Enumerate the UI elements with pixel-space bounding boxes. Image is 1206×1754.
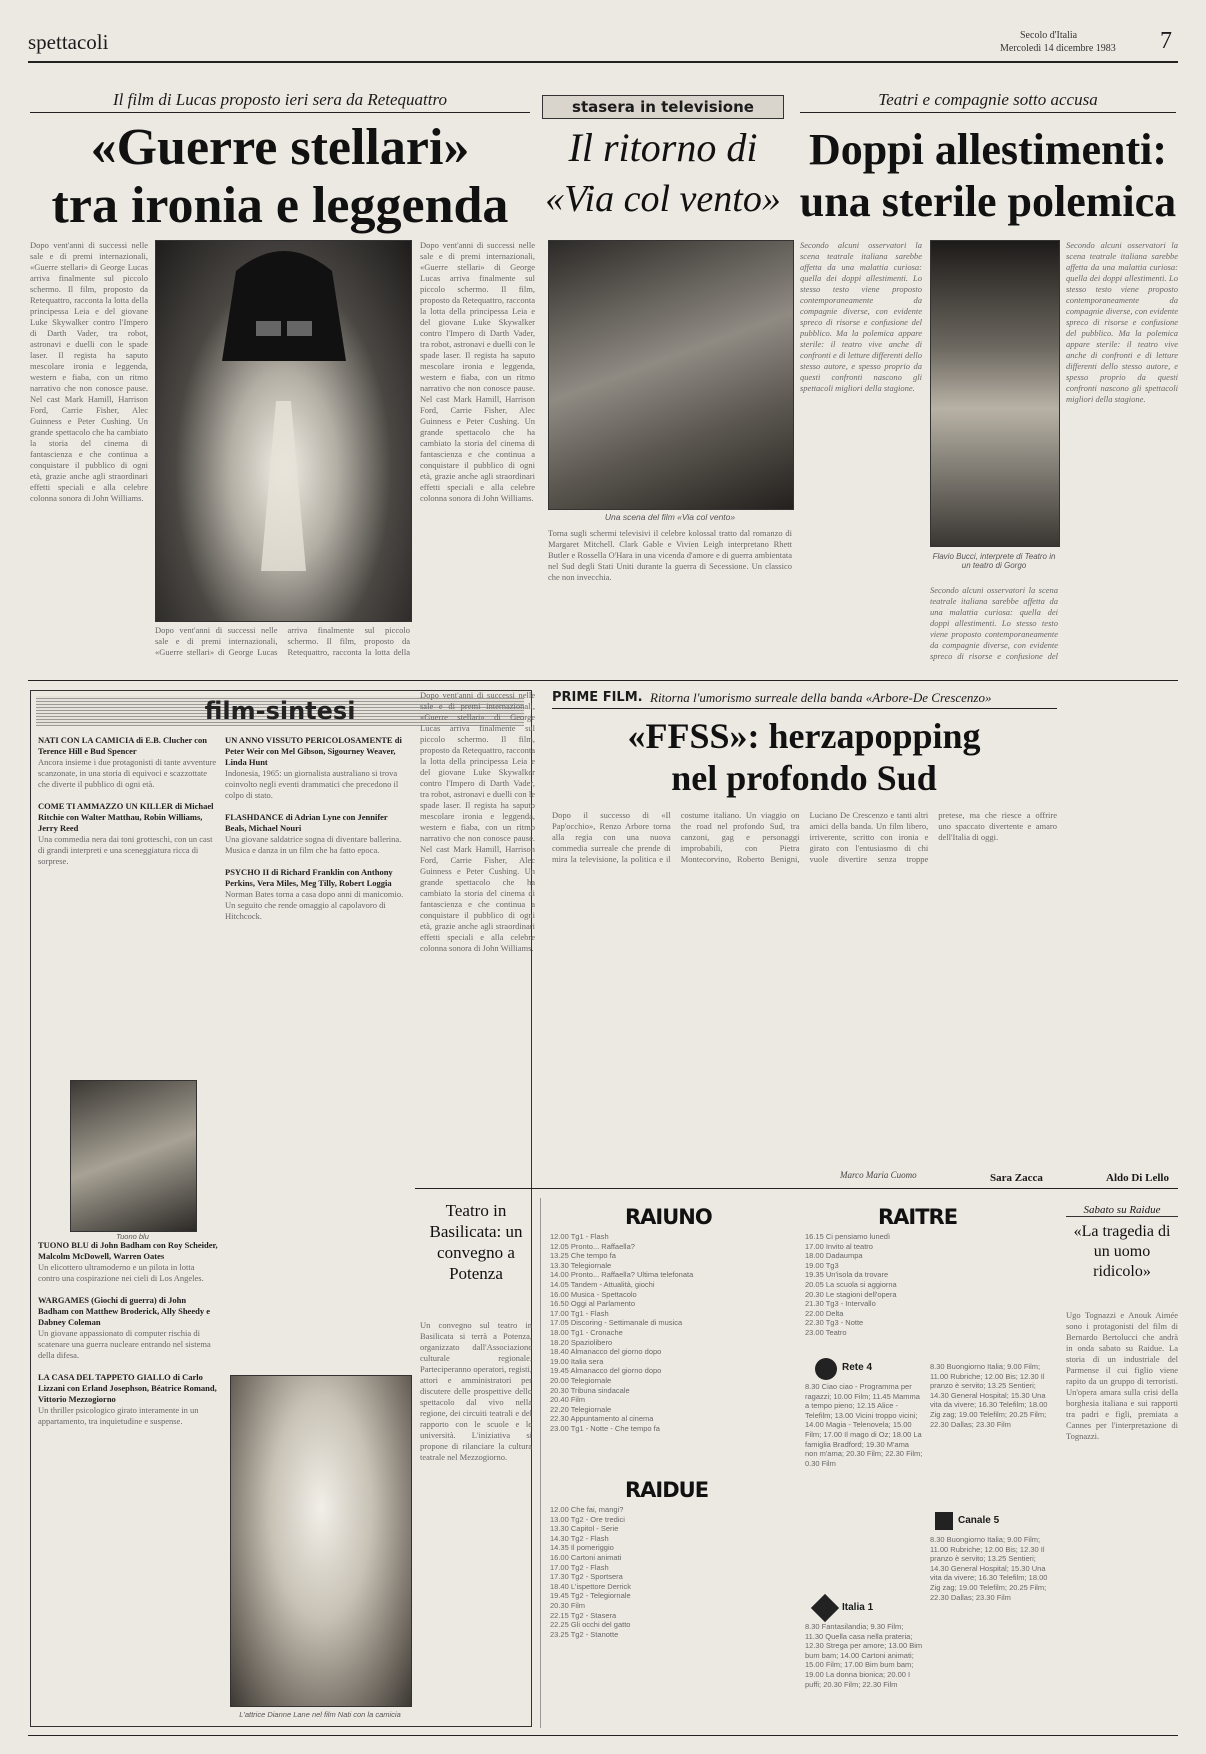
- raiuno-listing: 12.00 Tg1 - Flash 12.05 Pronto... Raffaella? 13.25 Che tempo fa 13.30 Telegiornale 14.00 Pronto... Raffaella? Ultima telefonata 14.05 Tandem - Attualità, giochi 16.00 Musica - Spettacolo 16.50 Oggi al Parlamento 17.00 Tg1 - Flash 17.05 Discoring - Settimanale di musica 18.00 Tg1 - Cronache 18.20 Spaziolibero 18.40 Almanacco del giorno dopo 19.00 Italia sera 19.45 Almanacco del giorno dopo 20.00 Telegiornale 20.30 Tribuna sindacale 20.40 Film 22.20 Telegiornale 22.30 Appuntamento al cinema 23.00 Tg1 - Notte - Che tempo fa: [550, 1232, 694, 1433]
- section-label: spettacoli: [28, 30, 109, 54]
- raidue-listing: 12.00 Che fai, mangi? 13.00 Tg2 - Ore tredici 13.30 Capitol - Serie 14.30 Tg2 - Flash 14.35 Il pomeriggio 16.00 Cartoni animati 17.00 Tg2 - Flash 17.30 Tg2 - Sportsera 18.40 L'ispettore Derrick 19.45 Tg2 - Telegiornale 20.30 Film 22.15 Tg2 - Stasera 22.25 Gli occhi del gatto 23.25 Tg2 - Stanotte: [550, 1505, 632, 1639]
- filmsintesi-col1-b: [38, 1240, 218, 1720]
- canale5-name: Canale 5: [958, 1515, 1000, 1526]
- rete4-name: Rete 4: [842, 1362, 873, 1373]
- article1-rule: [30, 112, 530, 113]
- article4-kicker: Ritorna l'umorismo surreale della banda «Arbore-De Crescenzo»: [650, 690, 992, 705]
- darth-vader-helmet-icon: [156, 241, 411, 621]
- article3-body-below: Secondo alcuni osservatori la scena teatrale italiana sarebbe affetta da una malattia curiosa: quella dei doppi allestimenti. Lo stesso testo viene proposto contemporaneamente da compagnie diverse, con evidente spreco di risorse e confusione del: [930, 585, 1058, 661]
- film-entry: WARGAMES (Giochi di guerra) di John Badham con Matthew Broderick, Ally Sheedy e Dabney Coleman Un giovane appassionato di computer rischia di scatenare una guerra nucleare entrando nel sistema della difesa.: [38, 1295, 211, 1360]
- tuono-blu-photo: [70, 1080, 197, 1232]
- article1-body-right: Dopo vent'anni di successi nelle sale e di premi internazionali, «Guerre stellari» di George Lucas arriva finalmente sul piccolo schermo. Il film, proposto da Retequattro, racconta la lotta della principessa Leia e del giovane Luke Skywalker contro l'Impero di Darth Vader, tra robot, astronavi e duelli con le spade laser. Il regista ha saputo mescolare ironia e leggenda, western e fiaba, con un ritmo narrativo che non conosce pause. Nel cast Mark Hamill, Harrison Ford, Carrie Fisher, Alec Guinness e Peter Cushing. Un grande spettacolo che ha cambiato la storia del cinema di fantascienza e che continua a conquistare il pubblico di ogni età, grazie anche agli straordinari effetti speciali e alla celebre colonna sonora di John Williams.: [420, 240, 535, 503]
- article6-body: Ugo Tognazzi e Anouk Aimée sono i protagonisti del film di Bernardo Bertolucci che andrà in onda sabato su Raidue. La storia di un industriale del Parmense il cui figlio viene rapito da un gruppo di terroristi. Un'opera amara sulla crisi della borghesia italiana e sui rapporti tra padri e figli, premiata a Cannes per l'interpretazione di Tognazzi.: [1066, 1310, 1178, 1441]
- filmsintesi-caption-left: Tuono blu: [116, 1232, 149, 1241]
- film-entry: TUONO BLU di John Badham con Roy Scheider, Malcolm McDowell, Warren Oates Un elicottero ultramoderno e un pilota in lotta contro una cospirazione nei cieli di Los Angeles.: [38, 1240, 218, 1283]
- film-entry: PSYCHO II di Richard Franklin con Anthony Perkins, Vera Miles, Meg Tilly, Robert Loggia Norman Bates torna a casa dopo anni di manicomio. Un seguito che rende omaggio al capolavoro di Hitchcock.: [225, 867, 404, 921]
- article2-headline-1: Il ritorno di: [568, 125, 758, 170]
- issue-date: Mercoledì 14 dicembre 1983: [1000, 43, 1116, 54]
- article3-body-left: Secondo alcuni osservatori la scena teatrale italiana sarebbe affetta da una malattia curiosa: quella dei doppi allestimenti. Lo stesso testo viene proposto contemporaneamente da compagnie diverse, con evidente spreco di risorse e confusione del pubblico. Ma la polemica appare sterile: il teatro vive anche di confronti e di letture differenti dello stesso autore, e spesso proprio da questi confronti nascono gli spettacoli migliori della stagione.: [800, 240, 922, 393]
- article1-body-left: Dopo vent'anni di successi nelle sale e di premi internazionali, «Guerre stellari» di George Lucas arriva finalmente sul piccolo schermo. Il film, proposto da Retequattro, racconta la lotta della principessa Leia e del giovane Luke Skywalker contro l'Impero di Darth Vader, tra robot, astronavi e duelli con le spade laser. Il regista ha saputo mescolare ironia e leggenda, western e fiaba, con un ritmo narrativo che non conosce pause. Nel cast Mark Hamill, Harrison Ford, Carrie Fisher, Alec Guinness e Peter Cushing. Un grande spettacolo che ha cambiato la storia del cinema di fantascienza e che continua a conquistare il pubblico di ogni età, grazie anche agli straordinari effetti speciali e alla celebre colonna sonora di John Williams.: [30, 240, 148, 503]
- article3-caption: Flavio Bucci, interprete di Teatro in un teatro di Gorgo: [932, 552, 1056, 570]
- footer-rule: [28, 1735, 1178, 1736]
- tv-banner: [542, 95, 784, 119]
- article3-kicker: Teatri e compagnie sotto accusa: [878, 90, 1098, 109]
- article2-headline-2: «Via col vento»: [545, 178, 781, 220]
- article6-kicker: Sabato su Raidue: [1066, 1204, 1178, 1217]
- film-entry: LA CASA DEL TAPPETO GIALLO di Carlo Lizzani con Erland Josephson, Béatrice Romand, Vittorio Mezzogiorno Un thriller psicologico girato interamente in un appartamento, tra inquietudine e suspense.: [38, 1372, 217, 1426]
- rete4-listing: 8.30 Ciao ciao - Programma per ragazzi; 10.00 Film; 11.45 Mamma a tempo pieno; 12.15 Alice - Telefilm; 13.00 Vicini troppo vicini; 14.00 Magia - Telenovela; 15.00 Film; 17.00 Il mago di Oz; 18.00 La famiglia Bradford; 19.30 M'ama non m'ama; 20.30 Film; 22.30 Film; 0.30 Film: [805, 1382, 923, 1468]
- article4-headline-1: «FFSS»: herzapopping: [627, 716, 981, 756]
- article1-kicker: Il film di Lucas proposto ieri sera da Retequattro: [112, 90, 447, 109]
- canale5-listing-top: 8.30 Buongiorno Italia; 9.00 Film; 11.00 Rubriche; 12.00 Bis; 12.30 Il pranzo è servito; 13.25 Sentieri; 14.30 General Hospital; 15.30 Una vita da vivere; 16.30 Telefilm; 18.00 Zig zag; 19.00 Telefilm; 20.25 Film; 22.30 Dallas; 23.30 Film: [930, 1362, 1048, 1429]
- filmsintesi-caption: L'attrice Dianne Lane nel film Nati con la camicia: [239, 1710, 401, 1719]
- article1-headline-2: tra ironia e leggenda: [51, 177, 509, 234]
- article1-body-continue: Dopo vent'anni di successi nelle sale e di premi internazionali, «Guerre stellari» di George Lucas arriva finalmente sul piccolo schermo. Il film, proposto da Retequattro, racconta la lotta della principessa Leia e del giovane Luke Skywalker contro l'Impero di Darth Vader, tra robot, astronavi e duelli con le spade laser. Il regista ha saputo mescolare ironia e leggenda, western e fiaba, con un ritmo narrativo che non conosce pause. Nel cast Mark Hamill, Harrison Ford, Carrie Fisher, Alec Guinness e Peter Cushing. Un grande spettacolo che ha cambiato la storia del cinema di fantascienza e che continua a conquistare il pubblico di ogni età, grazie anche agli straordinari effetti speciali e alla celebre colonna sonora di John Williams.: [420, 690, 535, 953]
- filmsintesi-col2: [225, 735, 405, 1165]
- article5-body: Un convegno sul teatro in Basilicata si terrà a Potenza, organizzato dall'Associazione culturale regionale. Parteciperanno operatori, registi, attori e amministratori per discutere delle prospettive dello spettacolo dal vivo nella regione, dei circuiti teatrali e del rapporto con le scuole e le università. L'iniziativa si propone di rilanciare la cultura teatrale nel Mezzogiorno.: [420, 1320, 532, 1462]
- article4-rule: [552, 708, 1057, 709]
- raitre-logo: RAITRE: [878, 1205, 958, 1229]
- film-entry: UN ANNO VISSUTO PERICOLOSAMENTE di Peter Weir con Mel Gibson, Sigourney Weaver, Linda Hunt Indonesia, 1965: un giornalista australiano si trova coinvolto negli eventi drammatici che precedono il colpo di stato.: [225, 735, 402, 800]
- article6-headline: «La tragedia di un uomo ridicolo»: [1073, 1223, 1171, 1280]
- film-entry: FLASHDANCE di Adrian Lyne con Jennifer Beals, Michael Nouri Una giovane saldatrice sogna di diventare ballerina. Musica e danza in un film che ha fatto epoca.: [225, 812, 402, 855]
- italia1-listing: 8.30 Fantasilandia; 9.30 Film; 11.30 Quella casa nella prateria; 12.30 Strega per amore; 13.00 Bim bum bam; 14.00 Cartoni animati; 15.00 Film; 17.00 Bim bum bam; 19.00 La donna bionica; 20.00 I puffi; 20.30 Film; 22.30 Film: [805, 1622, 923, 1689]
- raiuno-logo: RAIUNO: [625, 1205, 712, 1229]
- article4-kicker-label: PRIME FILM.: [552, 690, 643, 705]
- flavio-bucci-portrait-image: [930, 240, 1060, 547]
- page-number: 7: [1160, 28, 1172, 54]
- rete4-logo-icon: [815, 1358, 837, 1380]
- tv-banner-label: stasera in televisione: [572, 98, 754, 116]
- article1-body-bottom: Dopo vent'anni di successi nelle sale e di premi internazionali, «Guerre stellari» di George Lucas arriva finalmente sul piccolo schermo. Il film, proposto da Retequattro, racconta la lotta della: [155, 625, 410, 657]
- via-col-vento-still-image: [548, 240, 794, 510]
- film-entry: NATI CON LA CAMICIA di E.B. Clucher con Terence Hill e Bud Spencer Ancora insieme i due protagonisti di tante avventure scanzonate, in una storia di equivoci e scazzottate che diverte il pubblico di ogni età.: [38, 735, 217, 789]
- film-entry: COME TI AMMAZZO UN KILLER di Michael Ritchie con Walter Matthau, Robin Williams, Jerry Reed Una commedia nera dai toni grotteschi, con un cast di grandi interpreti e una sceneggiatura ricca di sorprese.: [38, 801, 214, 866]
- article5-headline: Teatro in Basilicata: un convegno a Potenza: [429, 1201, 523, 1283]
- article3-rule: [800, 112, 1176, 113]
- header-rule: [28, 61, 1178, 63]
- dianne-lane-portrait: [230, 1375, 412, 1707]
- canale5-logo-icon: [935, 1512, 953, 1530]
- italia1-name: Italia 1: [842, 1602, 874, 1613]
- article4-headline-2: nel profondo Sud: [671, 758, 937, 798]
- article3-headline-2: una sterile polemica: [799, 177, 1177, 226]
- star-wars-poster-image: [155, 240, 412, 622]
- top-row-rule: [28, 680, 1178, 681]
- canale5-listing: 8.30 Buongiorno Italia; 9.00 Film; 11.00 Rubriche; 12.00 Bis; 12.30 Il pranzo è servito; 13.25 Sentieri; 14.30 General Hospital; 15.30 Una vita da vivere; 16.30 Telefilm; 18.00 Zig zag; 19.00 Telefilm; 20.25 Film; 22.30 Dallas; 23.30 Film: [930, 1535, 1048, 1602]
- raidue-logo: RAIDUE: [625, 1478, 709, 1502]
- newspaper-name: Secolo d'Italia: [1020, 30, 1078, 41]
- article4-body: Dopo il successo di «Il Pap'occhio», Renzo Arbore torna alla regia con una nuova commedia surreale che prende di mira la televisione, la politica e il costume italiano. Un viaggio on the road nel profondo Sud, tra canzoni, gag e personaggi improbabili, con Pietra Montecorvino, Roberto Benigni, Luciano De Crescenzo e tanti altri amici della banda. Un film libero, irriverente, scritto con ironia e girato con l'entusiasmo di chi vuole divertire senza troppe pretese, ma che riesce a offrire uno spaccato divertente e amaro dell'Italia di oggi.: [552, 810, 1057, 864]
- article2-body: Torna sugli schermi televisivi il celebre kolossal tratto dal romanzo di Margaret Mitchell. Clark Gable e Vivien Leigh interpretano Rhett Butler e Rossella O'Hara in una vicenda d'amore e di guerra ambientata nel Sud degli Stati Uniti durante la guerra di Secessione. Un classico che non invecchia.: [548, 528, 792, 582]
- article3-headline-1: Doppi allestimenti:: [808, 125, 1168, 174]
- mid-rule: [415, 1188, 1178, 1189]
- article3-signature: Sara Zacca: [990, 1172, 1043, 1184]
- article2-caption: Una scena del film «Via col vento»: [604, 512, 736, 522]
- article1-headline-1: «Guerre stellari»: [90, 119, 470, 176]
- article4-signature: Marco Maria Cuomo: [840, 1170, 917, 1180]
- raitre-listing: 16.15 Ci pensiamo lunedì 17.00 Invito al teatro 18.00 Dadaumpa 19.00 Tg3 19.35 Un'isola da trovare 20.05 La scuola si aggiorna 20.30 Le stagioni dell'opera 21.30 Tg3 - Intervallo 22.00 Delta 22.30 Tg3 - Notte 23.00 Teatro: [805, 1232, 897, 1337]
- filmsintesi-title: film-sintesi: [204, 697, 356, 725]
- article3-signature-2: Aldo Di Lello: [1106, 1172, 1169, 1184]
- article3-body-right: Secondo alcuni osservatori la scena teatrale italiana sarebbe affetta da una malattia curiosa: quella dei doppi allestimenti. Lo stesso testo viene proposto contemporaneamente da compagnie diverse, con evidente spreco di risorse e confusione del pubblico. Ma la polemica appare sterile: il teatro vive anche di confronti e di letture differenti dello stesso autore, e spesso proprio da questi confronti nascono gli spettacoli migliori della stagione.: [1066, 240, 1178, 404]
